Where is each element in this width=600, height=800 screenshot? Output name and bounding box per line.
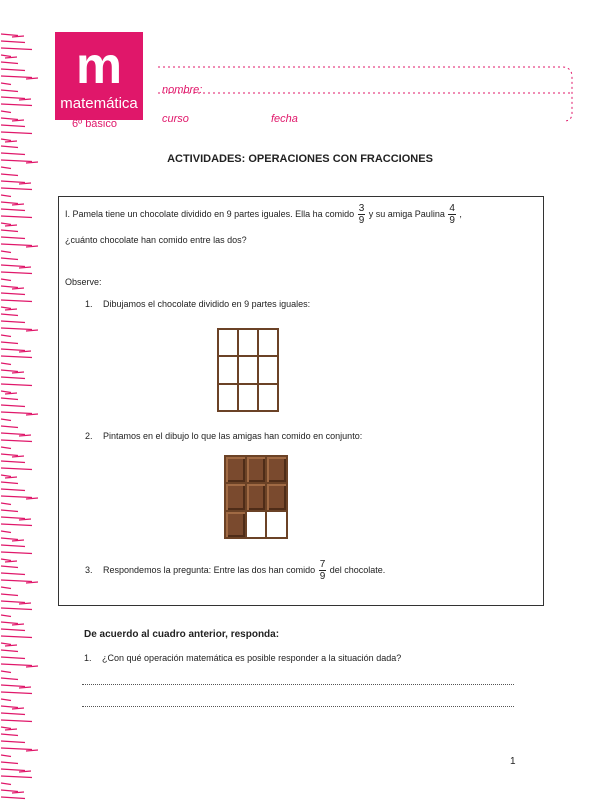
fraction-denominator: 9 [449, 215, 455, 226]
page-number: 1 [510, 756, 516, 767]
chocolate-piece [258, 384, 278, 411]
logo [55, 32, 143, 120]
step-1 [85, 299, 310, 309]
intro-text-a: I. Pamela tiene un chocolate dividido en 9 partes iguales. Ella ha comido [65, 208, 355, 219]
fraction-7-9 [319, 559, 327, 582]
step-2 [85, 431, 362, 441]
chocolate-piece [238, 384, 258, 411]
chocolate-grid-empty [217, 328, 279, 412]
chocolate-piece [266, 511, 287, 538]
logo-letter: m [75, 37, 123, 95]
question-text: ¿cuánto chocolate han comido entre las dos? [65, 235, 247, 245]
grade-label: 6º básico [72, 118, 117, 130]
intro-line [65, 203, 462, 226]
fraction-numerator: 3 [358, 203, 365, 214]
step-2-text: Pintamos en el dibujo lo que las amigas han comido en conjunto: [103, 431, 363, 441]
chocolate-piece [218, 356, 238, 383]
fraction-numerator: 7 [319, 559, 326, 570]
chocolate-piece-eaten [225, 511, 246, 538]
chocolate-piece-eaten [246, 456, 267, 483]
chocolate-piece [246, 511, 267, 538]
chocolate-piece-eaten [225, 456, 246, 483]
chocolate-piece [238, 356, 258, 383]
followup-heading: De acuerdo al cuadro anterior, responda: [84, 629, 280, 640]
chocolate-piece-eaten [225, 483, 246, 510]
logo-word: matemática [60, 95, 138, 112]
step-3 [85, 559, 385, 582]
activity-box [58, 196, 544, 606]
intro-text-b: y su amiga Paulina [368, 208, 445, 219]
answer-line-1[interactable] [82, 684, 514, 685]
question-1-text: ¿Con qué operación matemática es posible responder a la situación dada? [102, 653, 402, 663]
question-1 [84, 653, 401, 663]
margin-decoration [0, 30, 42, 800]
chocolate-piece [218, 329, 238, 356]
fraction-denominator: 9 [358, 215, 365, 226]
chocolate-piece-eaten [266, 456, 287, 483]
step-2-number: 2. [85, 431, 93, 441]
intro-text-c: , [459, 208, 462, 219]
fraction-3-9 [358, 203, 366, 226]
step-1-text: Dibujamos el chocolate dividido en 9 partes iguales: [103, 299, 311, 309]
step-3-number: 3. [85, 564, 93, 575]
chocolate-grid-painted [224, 455, 288, 539]
step-3-text-b: del chocolate. [329, 564, 386, 575]
step-1-number: 1. [85, 299, 93, 309]
fraction-numerator: 4 [449, 203, 455, 214]
chocolate-piece [258, 329, 278, 356]
chocolate-piece [258, 356, 278, 383]
header-frame [150, 63, 576, 125]
chocolate-piece [238, 329, 258, 356]
page-title: ACTIVIDADES: OPERACIONES CON FRACCIONES [167, 153, 433, 165]
fraction-4-9 [448, 203, 456, 226]
question-1-number: 1. [84, 653, 92, 663]
date-label: fecha [271, 113, 298, 125]
chocolate-piece [218, 384, 238, 411]
chocolate-piece-eaten [246, 483, 267, 510]
name-label: nombre: [162, 84, 203, 96]
chocolate-piece-eaten [266, 483, 287, 510]
answer-line-2[interactable] [82, 706, 514, 707]
course-label: curso [162, 113, 189, 125]
fraction-denominator: 9 [319, 571, 326, 582]
observe-label: Observe: [65, 277, 102, 287]
step-3-text-a: Respondemos la pregunta: Entre las dos han comido [103, 564, 316, 575]
